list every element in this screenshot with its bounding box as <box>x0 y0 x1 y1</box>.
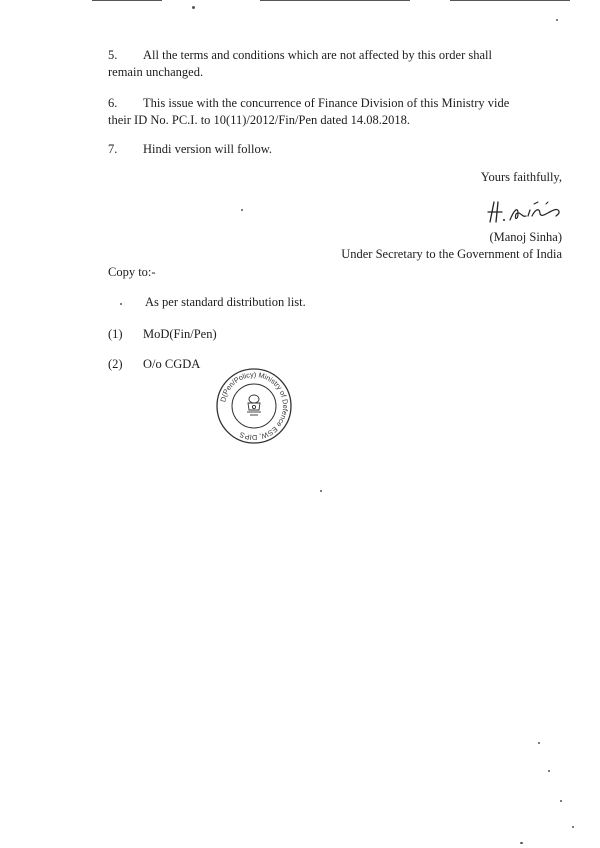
distribution-note: As per standard distribution list. <box>145 295 306 309</box>
scan-speck <box>241 209 243 211</box>
top-edge-rule-mid <box>260 0 410 1</box>
salutation: Yours faithfully, <box>480 170 562 184</box>
paragraph-number: 7. <box>108 142 118 156</box>
paragraph-text-line1: Hindi version will follow. <box>143 142 273 156</box>
top-edge-rule-right <box>450 0 570 1</box>
paragraph-5 <box>108 47 563 81</box>
copy-item-text: MoD(Fin/Pen) <box>143 327 217 341</box>
paragraph-text-line2: remain unchanged. <box>108 65 204 79</box>
copy-item-number: (2) <box>108 357 123 371</box>
scan-speck <box>520 842 523 844</box>
signatory-designation: Under Secretary to the Government of India <box>341 247 562 261</box>
scan-speck <box>556 19 558 21</box>
copy-item <box>108 357 200 372</box>
copy-item <box>108 327 217 342</box>
signature-image <box>482 198 568 228</box>
paragraph-text-line2: their ID No. PC.I. to 10(11)/2012/Fin/Pen dated 14.08.2018. <box>108 113 410 127</box>
scan-speck <box>548 770 550 772</box>
paragraph-number: 6. <box>108 96 118 110</box>
scan-speck <box>572 826 574 828</box>
paragraph-6 <box>108 95 563 129</box>
copy-item-number: (1) <box>108 327 123 341</box>
copy-to-heading: Copy to:- <box>108 265 156 279</box>
scan-speck <box>320 490 322 492</box>
paragraph-7 <box>108 141 563 158</box>
scan-speck <box>538 742 540 744</box>
scan-speck <box>560 800 562 802</box>
scan-speck <box>120 303 122 305</box>
paragraph-text-line1: This issue with the concurrence of Finance Division of this Ministry vide <box>143 96 510 110</box>
paragraph-text-line1: All the terms and conditions which are not affected by this order shall <box>143 48 492 62</box>
scan-speck <box>192 6 195 9</box>
official-seal-stamp <box>214 366 294 446</box>
paragraph-number: 5. <box>108 48 118 62</box>
signatory-name: (Manoj Sinha) <box>489 230 562 244</box>
copy-item-text: O/o CGDA <box>143 357 201 371</box>
top-edge-rule-left <box>92 0 162 1</box>
svg-text:D(Pen/Policy) Ministry of Defe: D(Pen/Policy) Ministry of Defence ESW, DIPS <box>218 369 291 443</box>
